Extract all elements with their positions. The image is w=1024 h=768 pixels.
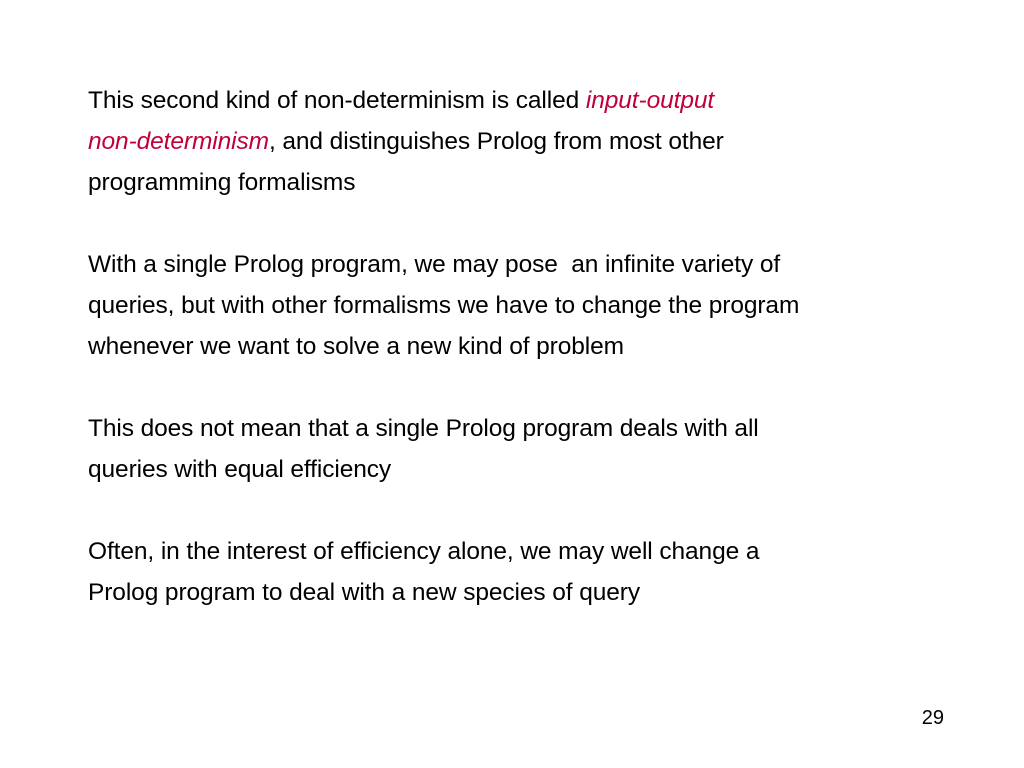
text-line: This does not mean that a single Prolog program deals with all (88, 415, 759, 442)
text-line: queries with equal efficiency (88, 456, 392, 483)
text-line: Prolog program to deal with a new species of query (88, 579, 640, 606)
text-line: With a single Prolog program, we may pose an infinite variety of (88, 251, 781, 278)
text-line: queries, but with other formalisms we have to change the program (88, 292, 800, 319)
text-run: programming formalisms (88, 169, 356, 196)
page-number: 29 (921, 707, 944, 729)
text-line (88, 80, 948, 121)
paragraph-single-program-queries (88, 244, 948, 367)
emphasized-term: non-determinism (88, 128, 269, 155)
paragraph-input-output-nondeterminism (88, 80, 948, 203)
text-line: whenever we want to solve a new kind of problem (88, 333, 624, 360)
paragraph-change-program (88, 531, 948, 613)
text-run: This second kind of non-determinism is called (88, 87, 586, 114)
emphasized-term: input-output (585, 87, 715, 114)
paragraph-equal-efficiency (88, 408, 948, 490)
slide-body (88, 80, 948, 654)
text-line (88, 121, 948, 162)
text-run: , and distinguishes Prolog from most other (268, 128, 724, 155)
text-line (88, 162, 948, 203)
text-line: Often, in the interest of efficiency alone, we may well change a (88, 538, 760, 565)
